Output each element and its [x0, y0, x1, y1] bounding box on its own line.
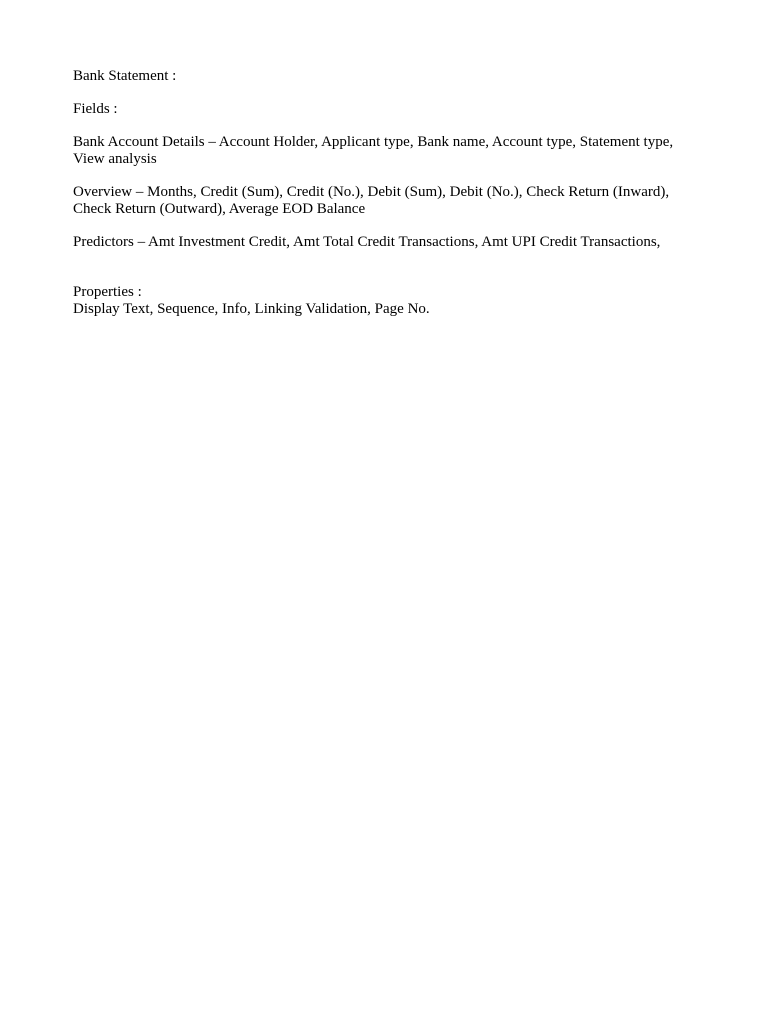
spacer — [73, 251, 703, 284]
spacer — [73, 118, 703, 134]
spacer — [73, 85, 703, 101]
bank-account-details-paragraph: Bank Account Details – Account Holder, Applicant type, Bank name, Account type, Statement type, View analysis — [73, 134, 677, 167]
predictors-paragraph: Predictors – Amt Investment Credit, Amt Total Credit Transactions, Amt UPI Credit Transactions, — [73, 234, 661, 250]
properties-label: Properties : — [73, 284, 142, 300]
document-heading: Bank Statement : — [73, 68, 177, 84]
fields-label: Fields : — [73, 101, 118, 117]
properties-list: Display Text, Sequence, Info, Linking Validation, Page No. — [73, 301, 430, 317]
document-page — [73, 68, 703, 318]
overview-paragraph: Overview – Months, Credit (Sum), Credit (No.), Debit (Sum), Debit (No.), Check Return (Inward), Check Return (Outward), Average EOD Balance — [73, 184, 673, 217]
spacer — [73, 168, 703, 184]
spacer — [73, 218, 703, 234]
